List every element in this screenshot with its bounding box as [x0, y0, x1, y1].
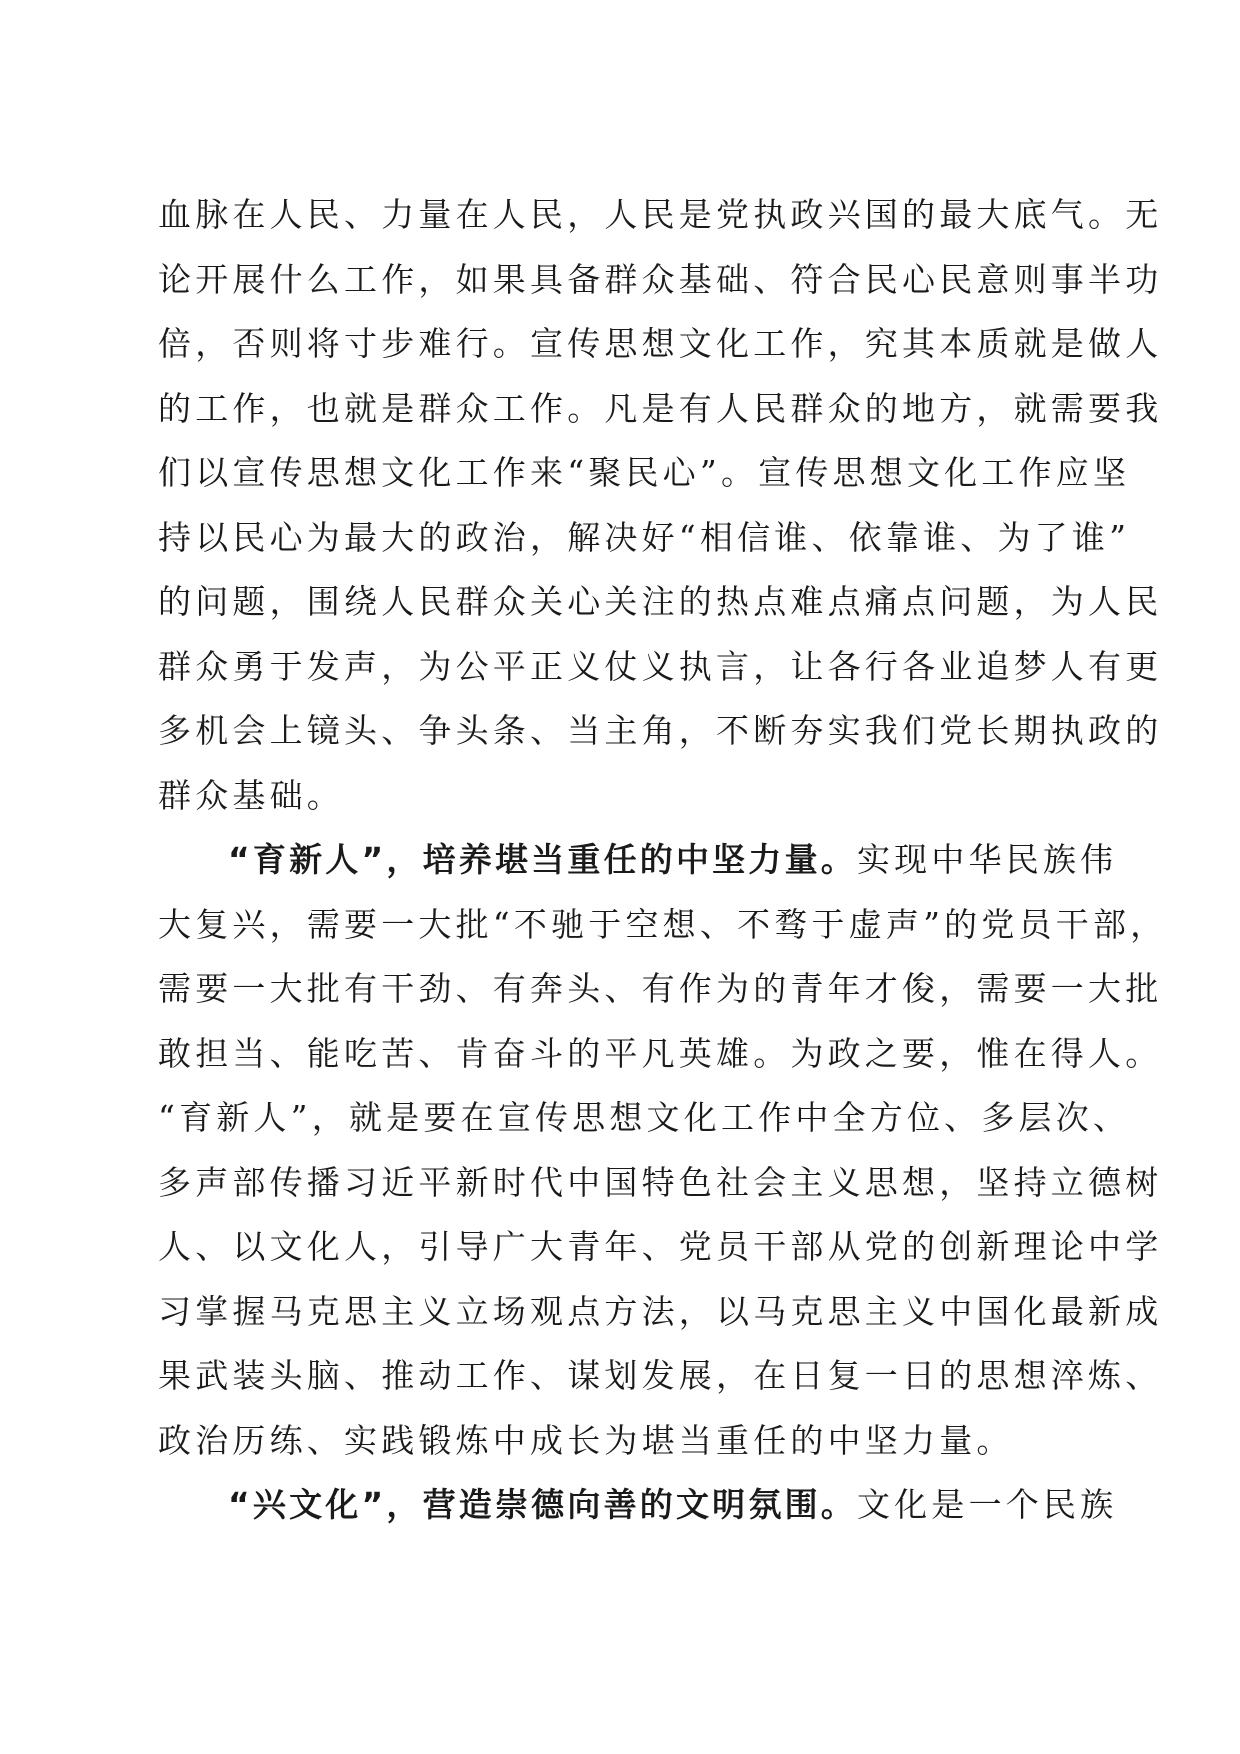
text-line: 论开展什么工作，如果具备群众基础、符合民心民意则事半功: [158, 259, 1163, 299]
text-run: 实现中华民族伟: [856, 840, 1118, 879]
body-text: [158, 183, 1168, 1538]
text-line: 倍，否则将寸步难行。宣传思想文化工作，究其本质就是做人: [158, 324, 1163, 363]
text-line: 群众勇于发声，为公平正义仗义执言，让各行各业追梦人有更: [158, 646, 1163, 686]
section-heading-line: [158, 1473, 1118, 1538]
text-line: 需要一大批有干劲、有奔头、有作为的青年才俊，需要一大批: [158, 969, 1163, 1008]
text-line: 敢担当、能吃苦、肯奋斗的平凡英雄。为政之要，惟在得人。: [158, 1033, 1163, 1073]
text-line: 的问题，围绕人民群众关心关注的热点难点痛点问题，为人民: [158, 582, 1163, 621]
text-line: 大复兴，需要一大批“不驰于空想、不骛于虚声”的党员干部，: [158, 904, 1168, 944]
section-heading: “兴文化”，营造崇德向善的文明氛围。: [228, 1485, 857, 1524]
text-line: 政治历练、实践锻炼中成长为堪当重任的中坚力量。: [158, 1420, 1014, 1460]
text-line: 群众基础。: [158, 775, 344, 815]
text-line: 们以宣传思想文化工作来“聚民心”。宣传思想文化工作应坚: [158, 453, 1131, 492]
text-line: 血脉在人民、力量在人民，人民是党执政兴国的最大底气。无: [158, 195, 1163, 234]
text-line: 人、以文化人，引导广大青年、党员干部从党的创新理论中学: [158, 1227, 1163, 1266]
text-line: 习掌握马克思主义立场观点方法，以马克思主义中国化最新成: [158, 1291, 1163, 1331]
text-line: 果武装头脑、推动工作、谋划发展，在日复一日的思想淬炼、: [158, 1356, 1163, 1395]
text-line: 多机会上镜头、争头条、当主角，不断夯实我们党长期执政的: [158, 711, 1163, 750]
section-heading: “育新人”，培养堪当重任的中坚力量。: [228, 840, 857, 879]
text-line: 的工作，也就是群众工作。凡是有人民群众的地方，就需要我: [158, 388, 1163, 428]
text-line: 持以民心为最大的政治，解决好“相信谁、依靠谁、为了谁”: [158, 517, 1131, 557]
text-line: “育新人”，就是要在宣传思想文化工作中全方位、多层次、: [158, 1098, 1131, 1137]
section-heading-line: [158, 828, 1118, 893]
text-run: 文化是一个民族: [856, 1485, 1118, 1524]
text-line: 多声部传播习近平新时代中国特色社会主义思想，坚持立德树: [158, 1162, 1163, 1202]
